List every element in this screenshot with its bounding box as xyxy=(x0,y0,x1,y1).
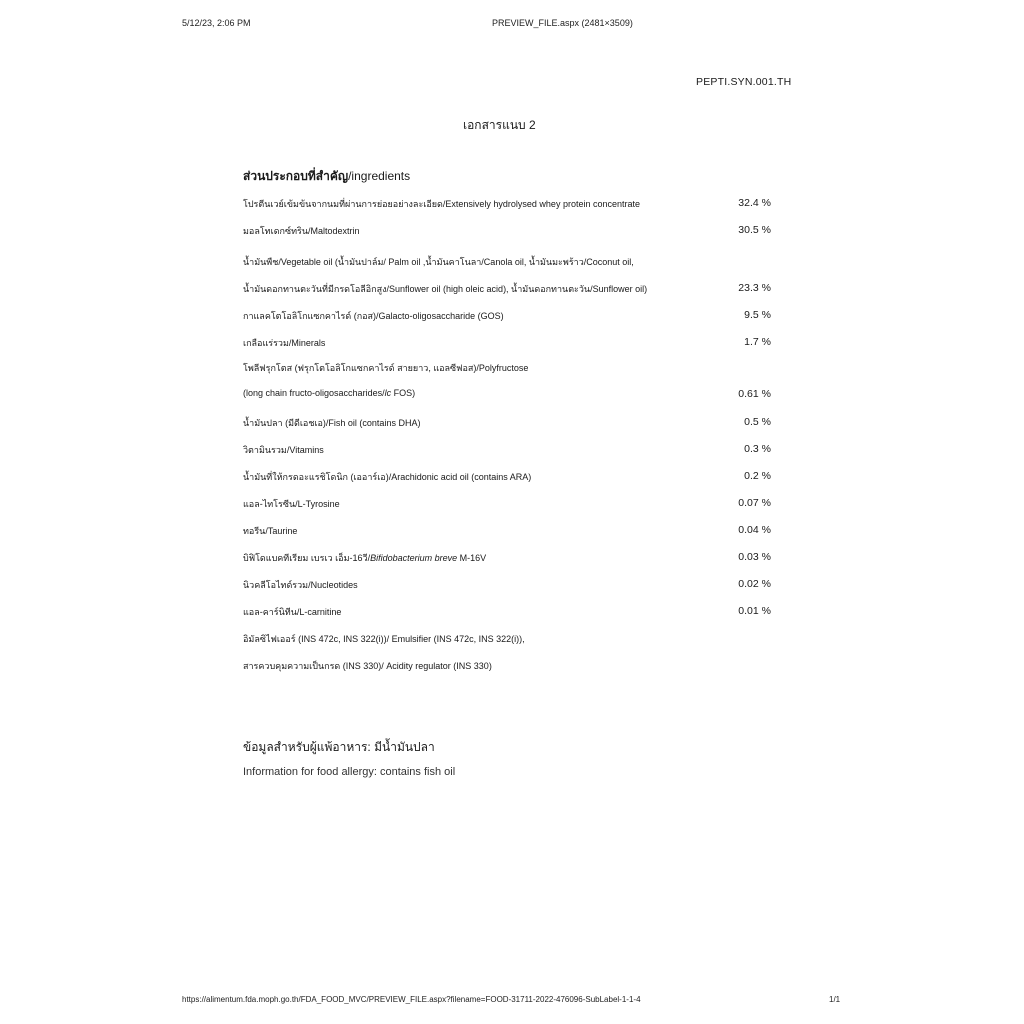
ingredient-percent: 0.02 % xyxy=(738,578,771,590)
ingredient-name: แอล-ไทโรซีน/L-Tyrosine xyxy=(243,499,340,509)
ingredient-name: น้ำมันปลา (มีดีเอชเอ)/Fish oil (contains DHA) xyxy=(243,418,421,428)
ingredient-percent: 0.3 % xyxy=(744,443,771,455)
ingredients-heading xyxy=(243,167,410,186)
ingredient-name: เกลือแร่รวม/Minerals xyxy=(243,338,326,348)
ingredient-name: วิตามินรวม/Vitamins xyxy=(243,445,324,455)
ingredient-name: โพลีฟรุกโตส (ฟรุกโตโอลิโกแซกคาไรด์ สายยาว, แอลซีฟอส)/Polyfructose xyxy=(243,363,529,373)
allergy-info-english: Information for food allergy: contains fish oil xyxy=(243,766,456,778)
ingredient-percent: 1.7 % xyxy=(744,336,771,348)
print-url: https://alimentum.fda.moph.go.th/FDA_FOOD_MVC/PREVIEW_FILE.aspx?filename=FOOD-31711-2022-476096-SubLabel-1-1-4 xyxy=(182,995,641,1004)
ingredient-percent: 0.07 % xyxy=(738,497,771,509)
ingredient-name: บิฟิโดแบคทีเรียม เบรเว เอ็ม-16วี/Bifidobacterium breve M-16V xyxy=(243,553,487,563)
ingredient-percent: 0.01 % xyxy=(738,605,771,617)
print-date: 5/12/23, 2:06 PM xyxy=(182,18,251,28)
annex-title: เอกสารแนบ 2 xyxy=(463,118,536,132)
ingredient-name: โปรตีนเวย์เข้มข้นจากนมที่ผ่านการย่อยอย่างละเอียด/Extensively hydrolysed whey protein concentrate xyxy=(243,199,640,209)
page-number: 1/1 xyxy=(829,995,841,1004)
ingredient-name: สารควบคุมความเป็นกรด (INS 330)/ Acidity regulator (INS 330) xyxy=(243,661,492,671)
ingredient-percent: 9.5 % xyxy=(744,309,771,321)
ingredient-name: อิมัลซิไฟเออร์ (INS 472c, INS 322(i))/ Emulsifier (INS 472c, INS 322(i)), xyxy=(243,634,525,644)
ingredient-percent: 0.03 % xyxy=(738,551,771,563)
allergy-info-thai: ข้อมูลสำหรับผู้แพ้อาหาร: มีน้ำมันปลา xyxy=(243,740,435,754)
ingredient-percent: 0.2 % xyxy=(744,470,771,482)
ingredient-name: แอล-คาร์นิทีน/L-carnitine xyxy=(243,607,342,617)
ingredient-percent: 23.3 % xyxy=(738,282,771,294)
print-title: PREVIEW_FILE.aspx (2481×3509) xyxy=(492,18,633,28)
ingredient-percent: 0.5 % xyxy=(744,416,771,428)
ingredient-name: น้ำมันดอกทานตะวันที่มีกรดโอลีอิกสูง/Sunflower oil (high oleic acid), น้ำมันดอกทานตะวัน/Sunflower oil) xyxy=(243,284,648,294)
ingredient-name: น้ำมันพืช/Vegetable oil (น้ำมันปาล์ม/ Palm oil ,น้ำมันคาโนลา/Canola oil, น้ำมันมะพร้าว/Coconut oil, xyxy=(243,257,634,267)
ingredient-name: น้ำมันที่ให้กรดอะแรชิโดนิก (เออาร์เอ)/Arachidonic acid oil (contains ARA) xyxy=(243,472,532,482)
ingredient-percent: 0.61 % xyxy=(738,388,771,400)
ingredient-name: (long chain fructo-oligosaccharides/lc FOS) xyxy=(243,388,416,398)
ingredients-heading-th: ส่วนประกอบที่สำคัญ xyxy=(243,169,349,183)
ingredient-percent: 32.4 % xyxy=(738,197,771,209)
ingredient-percent: 0.04 % xyxy=(738,524,771,536)
ingredient-percent: 30.5 % xyxy=(738,224,771,236)
ingredient-name: นิวคลีโอไทด์รวม/Nucleotides xyxy=(243,580,358,590)
ingredient-name: ทอรีน/Taurine xyxy=(243,526,298,536)
ingredient-name: มอลโทเดกซ์ทริน/Maltodextrin xyxy=(243,226,360,236)
ingredient-name: กาแลคโตโอลิโกแซกคาไรด์ (กอส)/Galacto-oligosaccharide (GOS) xyxy=(243,311,504,321)
document-code: PEPTI.SYN.001.TH xyxy=(696,76,792,88)
ingredients-heading-en: /ingredients xyxy=(348,169,411,183)
